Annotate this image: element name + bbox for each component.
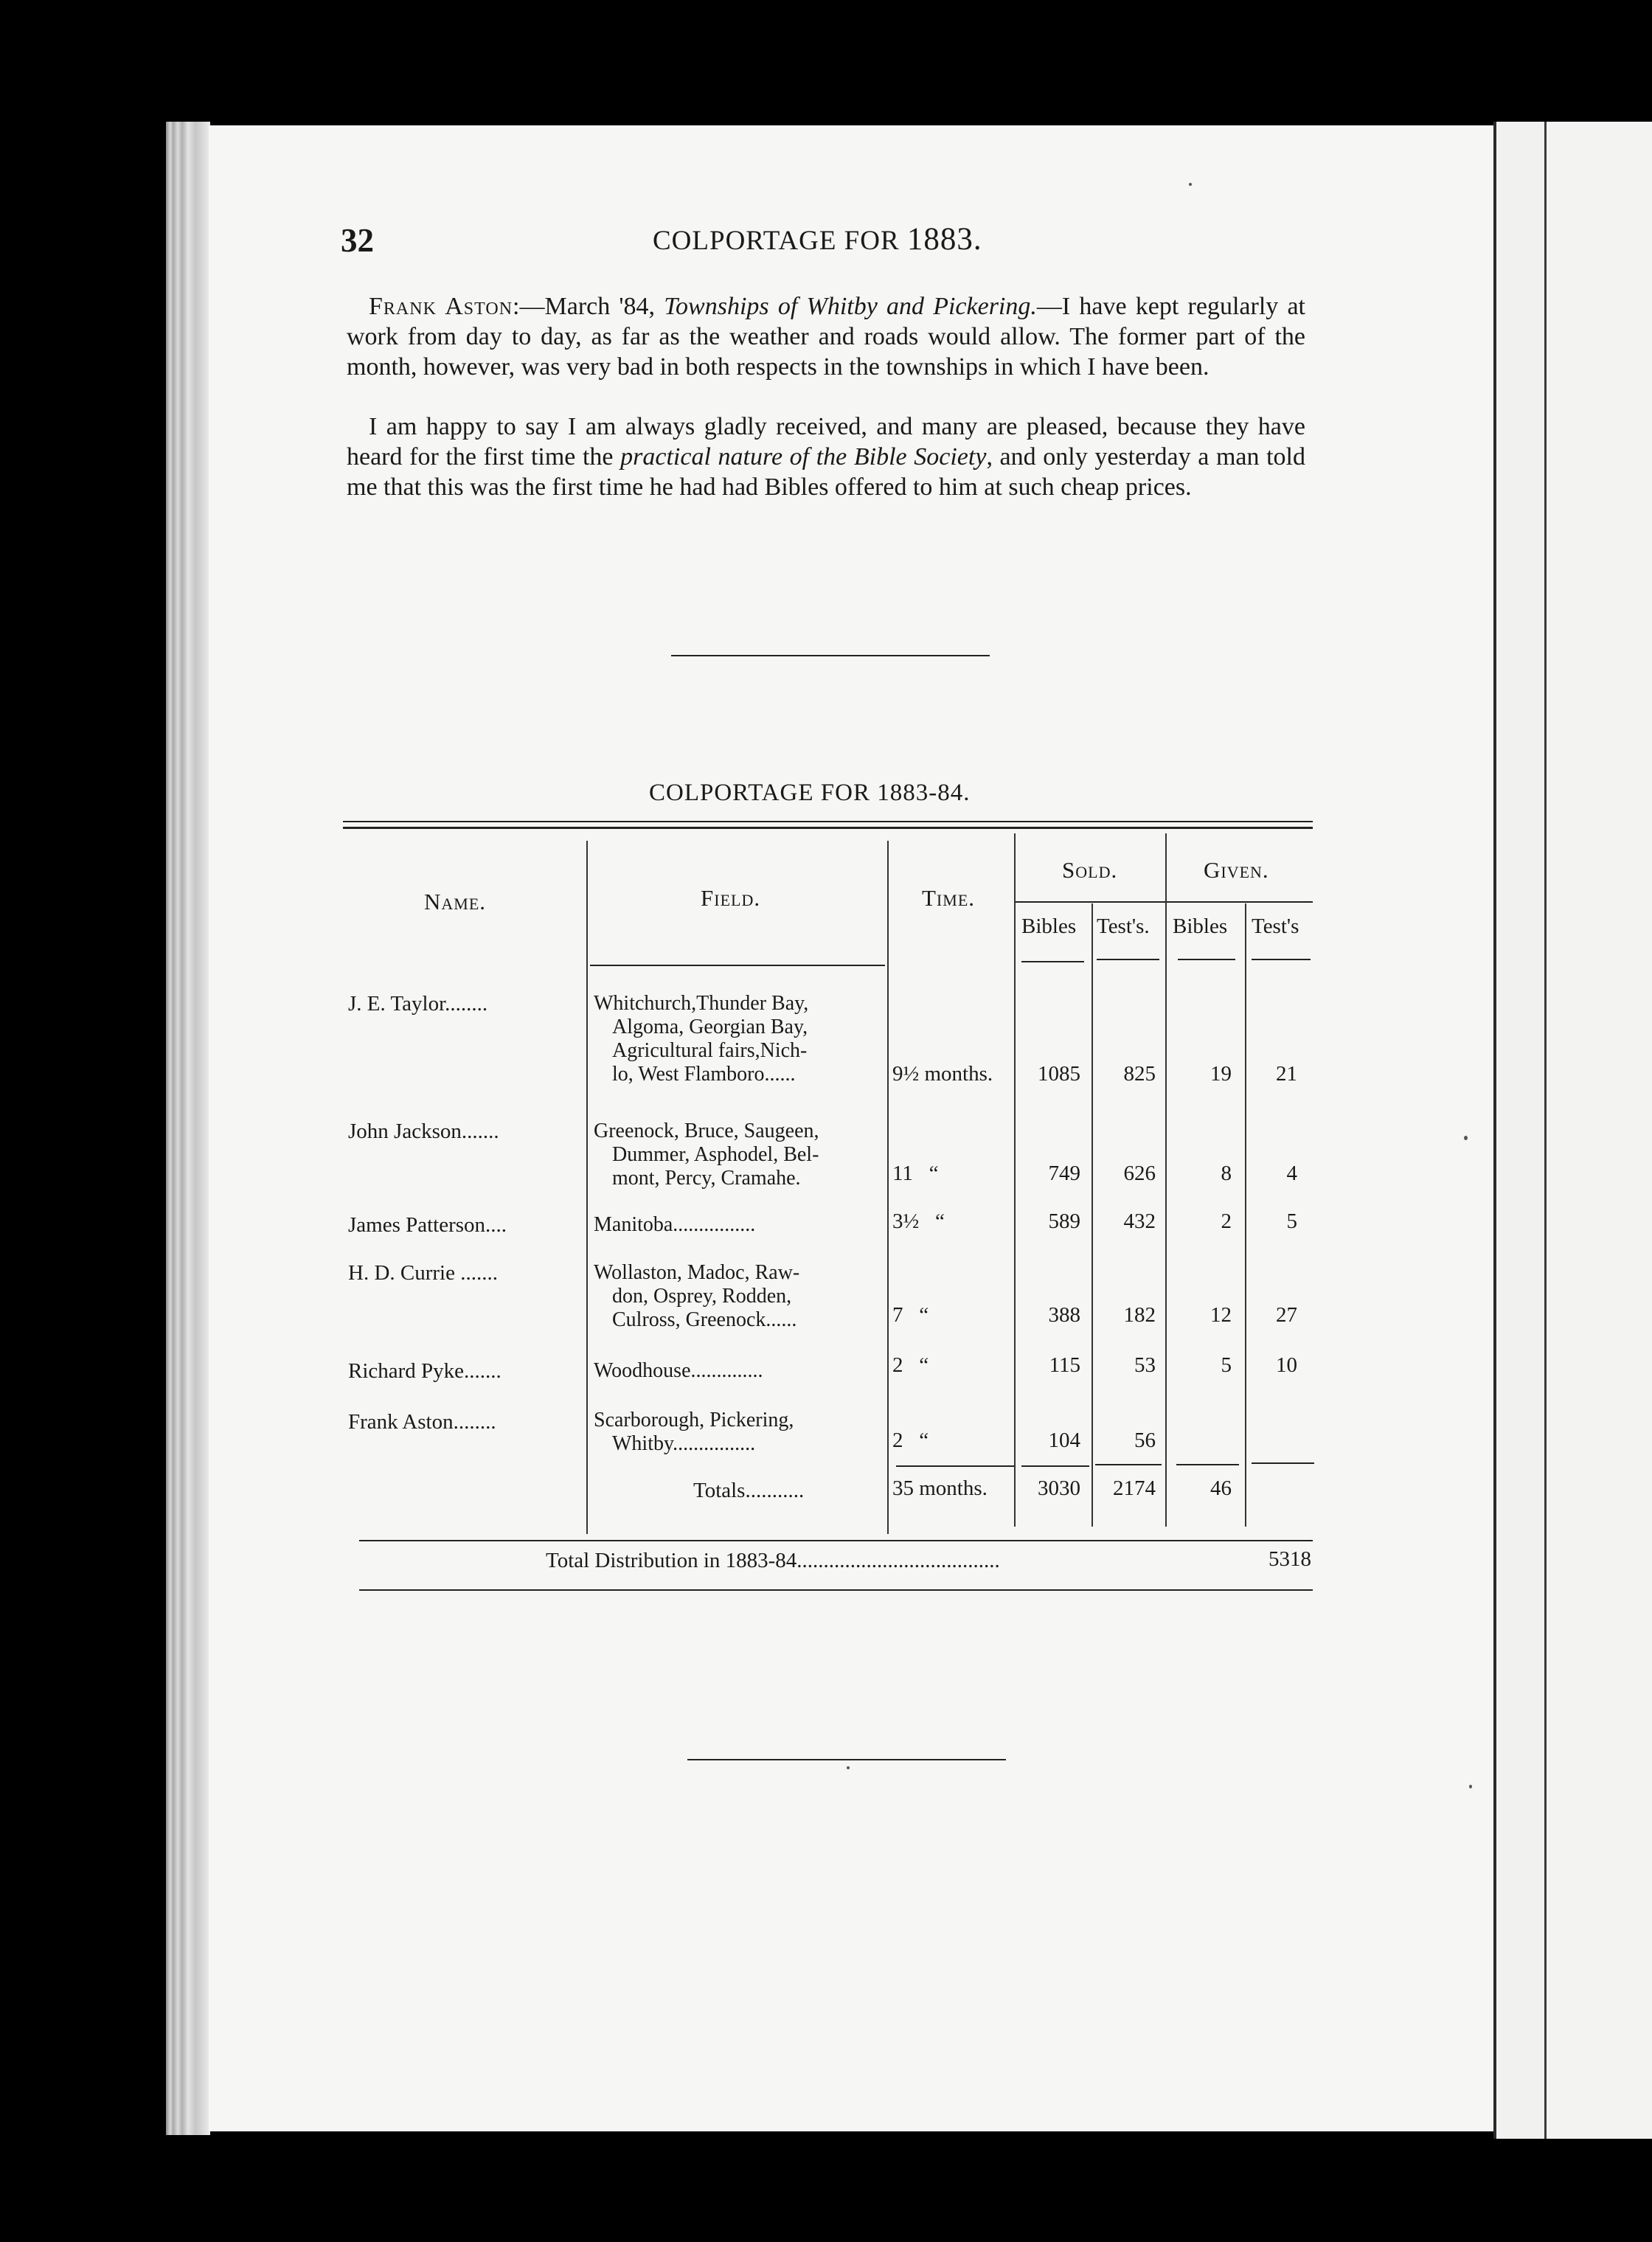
header-field: Field. [701,885,761,911]
row-given-bibles: 8 [1221,1162,1232,1185]
sold-header-rule [1016,901,1165,903]
row-field-line: Manitoba................ [594,1213,756,1236]
letter-p2-emphasis: practical nature of the Bible Society [620,443,987,471]
letter-opening: :—March '84, [513,293,664,320]
row-field-line: Woodhouse.............. [594,1359,763,1382]
letter-place: Townships of Whitby and Pickering. [664,293,1037,320]
sold-bibles-header-underline [1021,961,1084,962]
letter-p2-b: , and only yesterday a man told me that this was the first time he had had Bibles offered to him at such cheap prices. [347,443,1305,501]
row-sold-tests: 432 [1123,1210,1156,1233]
given-tests-header-underline [1252,959,1311,960]
scan-speck [1464,1136,1468,1140]
totals-given-bibles: 46 [1210,1476,1232,1500]
row-given-bibles: 2 [1221,1210,1232,1233]
header-sold-bibles: Bibles [1021,914,1077,938]
totals-label: Totals........... [693,1479,805,1502]
totals-rule-sold-bibles [1021,1465,1089,1467]
letter-author: Frank Aston [369,293,513,320]
running-head [653,221,982,257]
row-field-line: don, Osprey, Rodden, [612,1285,792,1308]
header-time: Time. [922,885,976,911]
row-name: James Patterson.... [348,1213,507,1237]
header-name: Name. [424,889,487,914]
totals-sold-tests: 2174 [1113,1476,1156,1500]
row-field-line: Agricultural fairs,Nich- [612,1039,808,1062]
letter-paragraph-1 [347,291,1305,382]
section-divider-top [671,655,990,656]
row-field-line: mont, Percy, Cramahe. [612,1167,801,1190]
row-time: 7 “ [892,1303,929,1327]
row-field-line: Dummer, Asphodel, Bel- [612,1143,819,1166]
col-divider-sold-given [1165,833,1167,1527]
col-divider-name-field [586,841,588,1534]
letter-p1-rest: —I have kept regularly at work from day to day, as far as the weather and roads would allow. The former part of the month, however, was very bad in both respects in the townships in which I have been. [347,293,1306,381]
row-sold-tests: 56 [1134,1429,1156,1452]
row-time: 2 “ [892,1429,929,1452]
row-field-line: Scarborough, Pickering, [594,1409,794,1431]
header-given: Given. [1204,857,1269,883]
row-sold-tests: 626 [1123,1162,1156,1185]
totals-rule-sold-tests [1095,1464,1162,1465]
row-sold-bibles: 1085 [1038,1062,1080,1086]
row-given-bibles: 12 [1210,1303,1232,1327]
grand-total-value: 5318 [1268,1547,1311,1571]
row-given-tests: 27 [1276,1303,1297,1327]
header-sold-tests: Test's. [1097,914,1150,938]
running-head-year: 1883. [906,222,982,257]
row-time: 3½ “ [892,1210,945,1233]
row-sold-bibles: 589 [1048,1210,1080,1233]
row-sold-tests: 182 [1123,1303,1156,1327]
row-time: 9½ months. [892,1062,993,1086]
totals-time: 35 months. [892,1476,988,1500]
table-title: COLPORTAGE FOR 1883-84. [649,780,971,806]
col-divider-given-bibles-tests [1245,903,1246,1527]
row-sold-bibles: 104 [1048,1429,1080,1452]
scan-speck [1469,1785,1472,1788]
row-name: Richard Pyke....... [348,1359,502,1383]
row-time: 2 “ [892,1353,929,1377]
row-name: J. E. Taylor........ [348,992,488,1016]
totals-rule-given-tests [1252,1462,1314,1464]
row-name: H. D. Currie ....... [348,1261,498,1285]
page-edge-stack [166,122,210,2135]
grand-total-label: Total Distribution in 1883-84...................................... [546,1549,1000,1572]
row-sold-tests: 825 [1123,1062,1156,1086]
field-header-underline [590,965,885,966]
row-sold-bibles: 749 [1048,1162,1080,1185]
sold-tests-header-underline [1097,959,1159,960]
row-field-line: Whitchurch,Thunder Bay, [594,992,809,1015]
header-sold: Sold. [1062,857,1118,883]
row-given-tests: 4 [1286,1162,1297,1185]
grand-total-top-rule [359,1540,1313,1541]
row-name: John Jackson....... [348,1120,499,1143]
totals-sold-bibles: 3030 [1038,1476,1080,1500]
letter-paragraph-2 [347,412,1305,502]
facing-page [1493,122,1652,2139]
row-sold-bibles: 115 [1049,1353,1080,1377]
row-given-bibles: 5 [1221,1353,1232,1377]
col-divider-sold-bibles-tests [1092,903,1093,1527]
row-field-line: lo, West Flamboro...... [612,1063,796,1086]
row-sold-bibles: 388 [1048,1303,1080,1327]
row-field-line: Greenock, Bruce, Saugeen, [594,1120,819,1142]
row-name: Frank Aston........ [348,1410,496,1434]
row-field-line: Whitby................ [612,1432,756,1455]
header-given-bibles: Bibles [1173,914,1228,938]
row-field-line: Wollaston, Madoc, Raw- [594,1261,800,1284]
row-field-line: Algoma, Georgian Bay, [612,1016,808,1038]
row-given-bibles: 19 [1210,1062,1232,1086]
given-bibles-header-underline [1178,959,1235,960]
row-time: 11 “ [892,1162,939,1185]
letter-p2-a: I am happy to say I am always gladly received, and many are pleased, because they have heard for the first time the [347,413,1305,471]
col-divider-field-time [887,841,889,1534]
scan-speck [847,1766,850,1769]
running-head-prefix: COLPORTAGE FOR [653,226,900,256]
grand-total-bottom-rule [359,1589,1313,1591]
table-top-rule [343,821,1313,822]
row-field-line: Culross, Greenock...... [612,1308,797,1331]
col-divider-time-sold [1014,833,1016,1527]
totals-rule-time [896,1465,1014,1467]
row-sold-tests: 53 [1134,1353,1156,1377]
row-given-tests: 21 [1276,1062,1297,1086]
row-given-tests: 5 [1286,1210,1297,1233]
page-number: 32 [341,222,374,259]
scan-speck [1189,183,1192,186]
row-given-tests: 10 [1276,1353,1297,1377]
table-top-rule-2 [343,827,1313,829]
header-given-tests: Test's [1252,914,1299,938]
section-divider-bottom [687,1759,1006,1760]
totals-rule-given-bibles [1176,1464,1239,1465]
given-header-rule [1167,901,1313,903]
